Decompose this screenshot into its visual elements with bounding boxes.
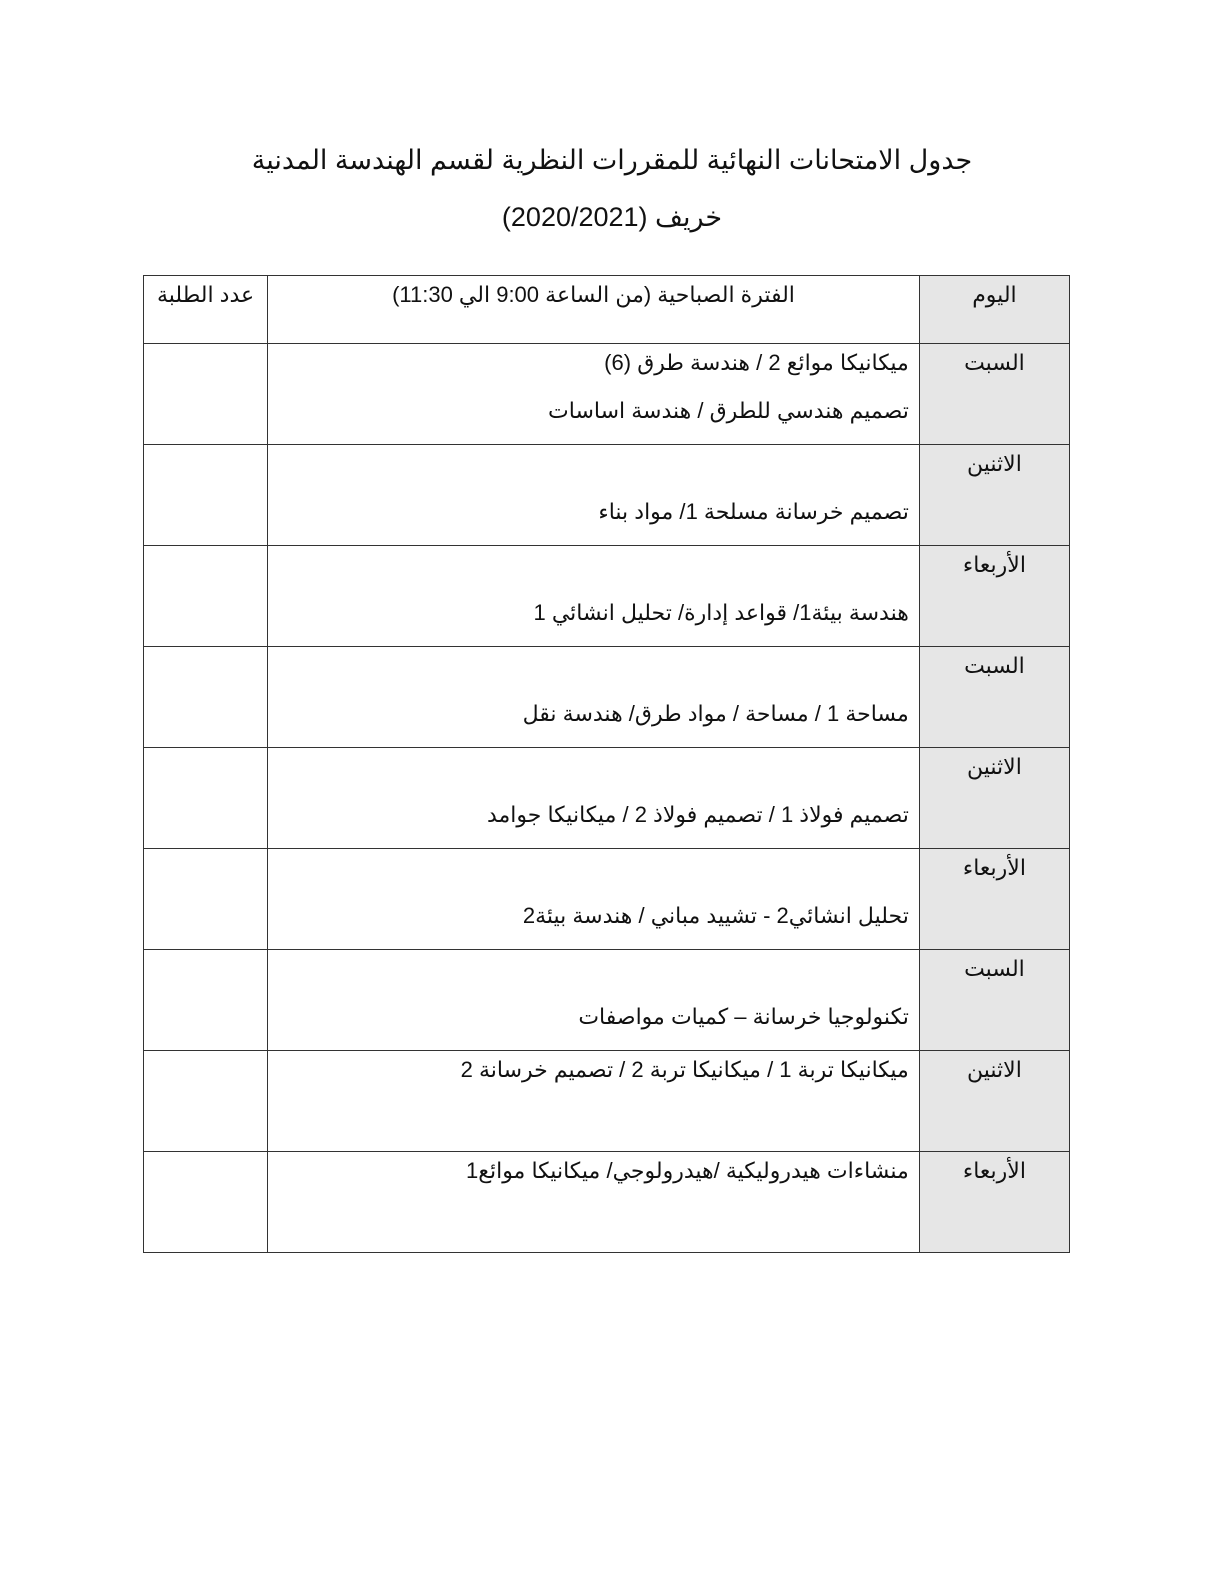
courses-cell xyxy=(268,748,920,849)
document-title: جدول الامتحانات النهائية للمقررات النظرية لقسم الهندسة المدنية xyxy=(251,145,973,175)
course-line: منشاءات هيدروليكية /هيدرولوجي/ ميكانيكا موائع1 xyxy=(466,1158,909,1183)
table-row xyxy=(144,647,1070,748)
header-day: اليوم xyxy=(919,276,1069,344)
course-line xyxy=(278,752,909,800)
day-cell: الأربعاء xyxy=(919,1152,1069,1253)
courses-cell xyxy=(268,950,920,1051)
course-line: ميكانيكا موائع 2 / هندسة طرق (6) xyxy=(604,350,909,375)
student-count-cell xyxy=(144,546,268,647)
table-row xyxy=(144,546,1070,647)
table-row xyxy=(144,950,1070,1051)
course-line xyxy=(278,1204,909,1252)
course-line xyxy=(278,954,909,1002)
student-count-cell xyxy=(144,445,268,546)
day-cell: الاثنين xyxy=(919,445,1069,546)
day-cell: الاثنين xyxy=(919,1051,1069,1152)
course-line: تصميم خرسانة مسلحة 1/ مواد بناء xyxy=(598,499,909,524)
table-row xyxy=(144,849,1070,950)
student-count-cell xyxy=(144,1152,268,1253)
courses-cell xyxy=(268,445,920,546)
course-line: مساحة 1 / مساحة / مواد طرق/ هندسة نقل xyxy=(522,701,909,726)
student-count-cell xyxy=(144,344,268,445)
course-line: تصميم فولاذ 1 / تصميم فولاذ 2 / ميكانيكا جوامد xyxy=(486,802,909,827)
day-cell: الاثنين xyxy=(919,748,1069,849)
courses-cell xyxy=(268,344,920,445)
day-cell: السبت xyxy=(919,647,1069,748)
course-line xyxy=(278,651,909,699)
courses-cell xyxy=(268,1152,920,1253)
student-count-cell xyxy=(144,950,268,1051)
course-line xyxy=(278,550,909,598)
course-line: هندسة بيئة1/ قواعد إدارة/ تحليل انشائي 1 xyxy=(533,600,909,625)
exam-schedule-table xyxy=(143,275,1070,1253)
course-line xyxy=(278,853,909,901)
courses-cell xyxy=(268,546,920,647)
day-cell: السبت xyxy=(919,950,1069,1051)
term-subtitle: خريف (2020/2021) xyxy=(501,202,723,232)
course-line: تصميم هندسي للطرق / هندسة اساسات xyxy=(548,398,909,423)
day-cell: الأربعاء xyxy=(919,546,1069,647)
course-line xyxy=(278,1103,909,1151)
course-line: تكنولوجيا خرسانة – كميات مواصفات xyxy=(578,1004,909,1029)
table-row xyxy=(144,1152,1070,1253)
course-line: تحليل انشائي2 - تشييد مباني / هندسة بيئة2 xyxy=(522,903,909,928)
header-morning-period: الفترة الصباحية (من الساعة 9:00 الي 11:30) xyxy=(268,276,920,344)
table-row xyxy=(144,344,1070,445)
courses-cell xyxy=(268,647,920,748)
header-student-count: عدد الطلبة xyxy=(144,276,268,344)
course-line: ميكانيكا تربة 1 / ميكانيكا تربة 2 / تصميم خرسانة 2 xyxy=(460,1057,909,1082)
student-count-cell xyxy=(144,748,268,849)
courses-cell xyxy=(268,1051,920,1152)
table-row xyxy=(144,1051,1070,1152)
day-cell: السبت xyxy=(919,344,1069,445)
courses-cell xyxy=(268,849,920,950)
course-line xyxy=(278,449,909,497)
table-header-row xyxy=(144,276,1070,344)
table-row xyxy=(144,445,1070,546)
table-row xyxy=(144,748,1070,849)
day-cell: الأربعاء xyxy=(919,849,1069,950)
student-count-cell xyxy=(144,1051,268,1152)
student-count-cell xyxy=(144,849,268,950)
student-count-cell xyxy=(144,647,268,748)
